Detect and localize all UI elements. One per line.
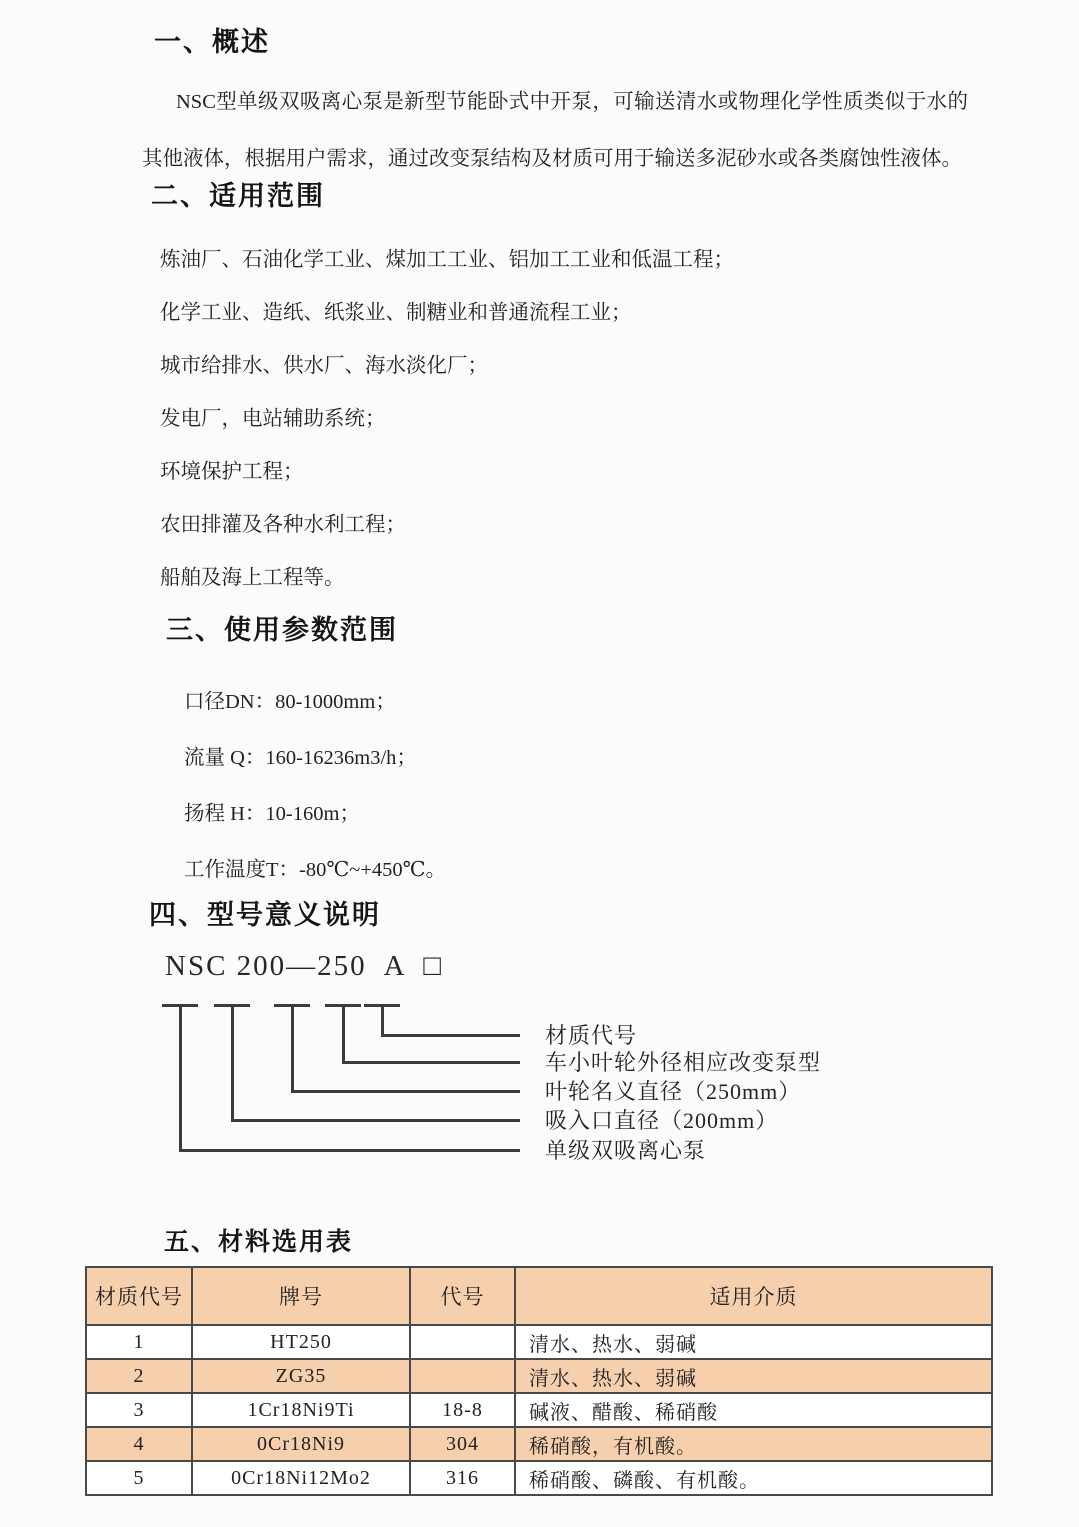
scope-item: 环境保护工程；	[160, 461, 304, 483]
column-header-grade: 牌号	[192, 1267, 410, 1325]
column-header-media: 适用介质	[515, 1267, 992, 1325]
cell-media: 稀硝酸，有机酸。	[515, 1427, 992, 1461]
parameter-list	[184, 688, 446, 885]
scope-item: 城市给排水、供水厂、海水淡化厂；	[160, 355, 488, 377]
cell-material-code: 4	[86, 1427, 192, 1461]
cell-media: 碱液、醋酸、稀硝酸	[515, 1393, 992, 1427]
scope-item: 船舶及海上工程等。	[160, 567, 345, 589]
parameter-item: 流量 Q：160-16236m3/h；	[184, 747, 417, 769]
scope-list	[160, 246, 734, 593]
diagram-leader	[231, 1119, 520, 1122]
diagram-connector	[291, 1004, 294, 1092]
parameter-item: 口径DN：80-1000mm；	[184, 691, 396, 713]
cell-grade: 0Cr18Ni12Mo2	[192, 1461, 410, 1495]
diagram-leader	[291, 1090, 520, 1093]
table-header-row	[86, 1267, 992, 1325]
column-header-material-code: 材质代号	[86, 1267, 192, 1325]
diagram-connector	[179, 1004, 182, 1151]
table-row	[86, 1359, 992, 1393]
diagram-label-trimmed-impeller: 车小叶轮外径相应改变泵型	[545, 1050, 822, 1075]
cell-media: 稀硝酸、磷酸、有机酸。	[515, 1461, 992, 1495]
diagram-leader	[342, 1061, 520, 1064]
scope-item: 炼油厂、石油化学工业、煤加工工业、铝加工工业和低温工程；	[160, 249, 734, 271]
diagram-connector	[381, 1004, 384, 1036]
table-row	[86, 1325, 992, 1359]
cell-grade: 0Cr18Ni9	[192, 1427, 410, 1461]
cell-code	[410, 1359, 515, 1393]
section-heading-overview: 一、概述	[154, 27, 270, 57]
cell-material-code: 2	[86, 1359, 192, 1393]
cell-media: 清水、热水、弱碱	[515, 1325, 992, 1359]
table-row	[86, 1461, 992, 1495]
cell-grade: HT250	[192, 1325, 410, 1359]
diagram-connector	[231, 1004, 234, 1121]
section-heading-model: 四、型号意义说明	[149, 900, 381, 930]
column-header-code: 代号	[410, 1267, 515, 1325]
materials-table	[85, 1266, 993, 1496]
cell-material-code: 3	[86, 1393, 192, 1427]
cell-code: 304	[410, 1427, 515, 1461]
parameter-item: 工作温度T：-80℃~+450℃。	[184, 859, 447, 881]
diagram-label-impeller-diameter: 叶轮名义直径（250mm）	[545, 1079, 802, 1104]
diagram-label-suction-diameter: 吸入口直径（200mm）	[545, 1108, 779, 1133]
diagram-connector	[342, 1004, 345, 1063]
cell-grade: 1Cr18Ni9Ti	[192, 1393, 410, 1427]
section-heading-materials: 五、材料选用表	[164, 1228, 354, 1256]
scope-item: 农田排灌及各种水利工程；	[160, 514, 406, 536]
parameter-item: 扬程 H：10-160m；	[184, 803, 360, 825]
cell-code	[410, 1325, 515, 1359]
table-row	[86, 1393, 992, 1427]
cell-material-code: 5	[86, 1461, 192, 1495]
cell-code: 18-8	[410, 1393, 515, 1427]
overview-paragraph: NSC型单级双吸离心泵是新型节能卧式中开泵，可输送清水或物理化学性质类似于水的其他液体，根据用户需求，通过改变泵结构及材质可用于输送多泥砂水或各类腐蚀性液体。	[142, 91, 968, 170]
diagram-label-pump-type: 单级双吸离心泵	[545, 1138, 707, 1163]
diagram-leader	[381, 1034, 520, 1037]
model-code: NSC 200—250 A □	[165, 950, 443, 982]
cell-material-code: 1	[86, 1325, 192, 1359]
section-heading-parameters: 三、使用参数范围	[166, 615, 398, 645]
table-row	[86, 1427, 992, 1461]
diagram-leader	[179, 1149, 520, 1152]
scope-item: 化学工业、造纸、纸浆业、制糖业和普通流程工业；	[160, 302, 632, 324]
section-heading-scope: 二、适用范围	[151, 181, 325, 211]
diagram-label-material-code: 材质代号	[545, 1023, 638, 1048]
cell-code: 316	[410, 1461, 515, 1495]
cell-grade: ZG35	[192, 1359, 410, 1393]
cell-media: 清水、热水、弱碱	[515, 1359, 992, 1393]
scope-item: 发电厂，电站辅助系统；	[160, 408, 386, 430]
